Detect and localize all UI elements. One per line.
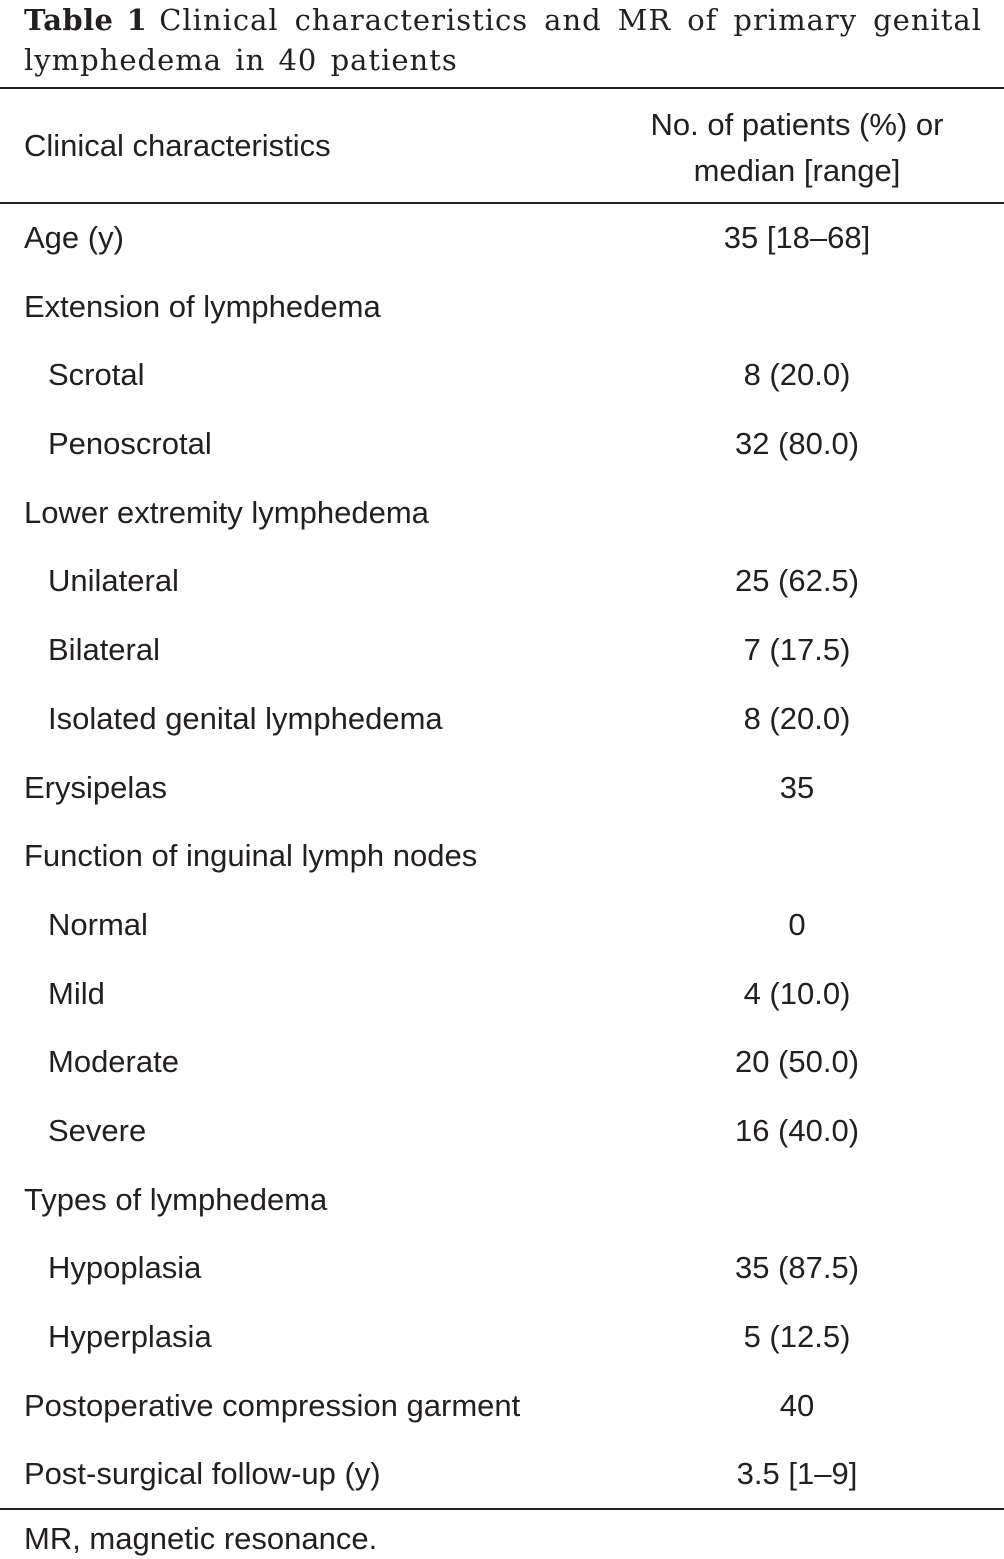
table-row [0, 960, 1004, 1029]
top-rule [0, 87, 1004, 89]
table-row [0, 204, 1004, 273]
table-row [0, 273, 1004, 342]
row-label: Age (y) [24, 220, 124, 255]
row-value: 35 (87.5) [734, 1250, 860, 1286]
row-value: 7 (17.5) [743, 632, 851, 668]
row-label: Isolated genital lymphedema [48, 700, 443, 736]
table-row [0, 341, 1004, 410]
table-row [0, 1234, 1004, 1303]
row-label: Penoscrotal [48, 426, 212, 462]
row-label: Bilateral [48, 632, 160, 668]
row-label: Hypoplasia [48, 1250, 202, 1286]
row-value: 16 (40.0) [734, 1112, 860, 1148]
table-row [0, 1097, 1004, 1166]
row-label: Erysipelas [24, 769, 167, 805]
row-value: 32 (80.0) [734, 426, 860, 462]
row-value: 0 [788, 906, 806, 942]
table-row [0, 1028, 1004, 1097]
row-value: 4 (10.0) [743, 975, 851, 1011]
table-title: Clinical characteristics and MR of primary genital lymphedema in 40 patients [24, 3, 982, 77]
column-header-patients-line1: No. of patients (%) or [650, 107, 944, 142]
row-value: 20 (50.0) [734, 1044, 860, 1080]
row-label: Extension of lymphedema [24, 288, 381, 324]
table-row [0, 1372, 1004, 1441]
table-footnote: MR, magnetic resonance. [24, 1521, 378, 1556]
row-label: Scrotal [48, 357, 145, 393]
row-value: 5 (12.5) [743, 1319, 851, 1354]
row-label: Function of inguinal lymph nodes [24, 838, 478, 874]
table-number: Table 1 [24, 3, 148, 37]
row-value: 35 [779, 769, 815, 805]
column-header-patients [592, 102, 1002, 194]
row-label: Unilateral [48, 563, 179, 599]
column-header-characteristics: Clinical characteristics [24, 128, 331, 163]
row-label: Postoperative compression garment [24, 1387, 521, 1423]
row-value: 40 [779, 1387, 815, 1423]
row-value: 8 (20.0) [743, 700, 851, 736]
row-label: Hyperplasia [48, 1319, 212, 1354]
table-row [0, 547, 1004, 616]
row-label: Normal [48, 906, 148, 942]
row-label: Mild [48, 975, 105, 1011]
row-value: 25 (62.5) [734, 563, 860, 599]
table-row [0, 754, 1004, 823]
table-caption [24, 0, 982, 80]
table-row [0, 685, 1004, 754]
table-row [0, 410, 1004, 479]
row-label: Post-surgical follow-up (y) [24, 1456, 381, 1492]
row-value: 35 [18–68] [723, 220, 871, 255]
table-body [0, 204, 1004, 1509]
row-label: Types of lymphedema [24, 1181, 328, 1217]
row-label: Lower extremity lymphedema [24, 494, 429, 530]
table-row [0, 1303, 1004, 1372]
table-row [0, 822, 1004, 891]
table-row [0, 891, 1004, 960]
row-value: 8 (20.0) [743, 357, 851, 393]
row-label: Severe [48, 1112, 147, 1148]
row-value: 3.5 [1–9] [736, 1456, 858, 1492]
table-row [0, 616, 1004, 685]
table-row [0, 1166, 1004, 1235]
table-row [0, 1440, 1004, 1509]
table-row [0, 479, 1004, 548]
column-header-patients-line2: median [range] [693, 153, 901, 188]
row-label: Moderate [48, 1044, 179, 1080]
bottom-rule [0, 1508, 1004, 1510]
